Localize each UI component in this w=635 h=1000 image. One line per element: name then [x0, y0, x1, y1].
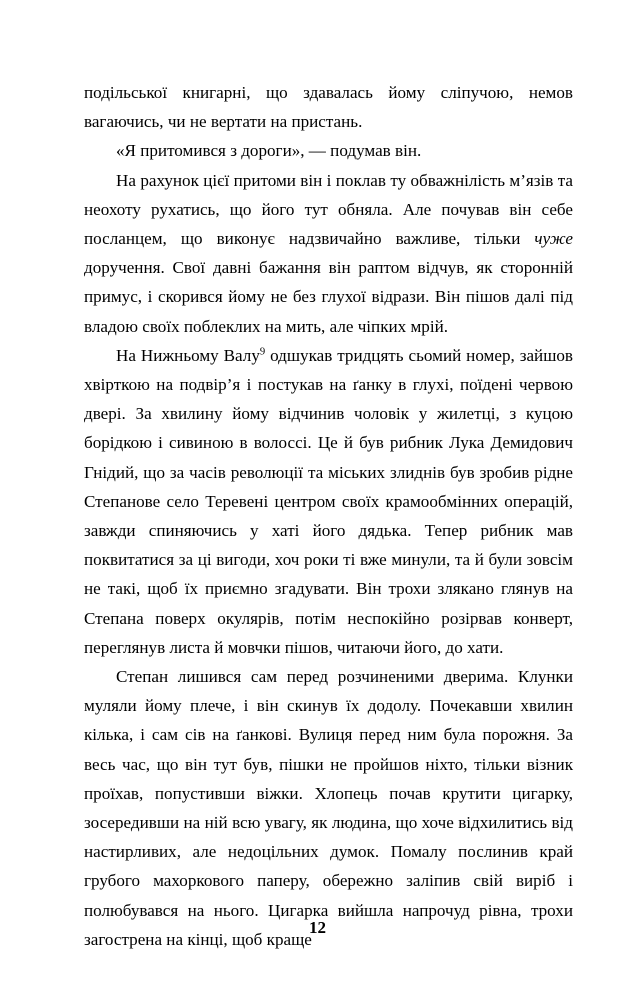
paragraph-3: На рахунок цієї притоми він і поклав ту обважнілість м’язів та неохоту рухатись, що його тут обняла. Але почував він себе посланцем, що виконує надзвичайно важливе, тільки чуже доручення. Свої давні бажання він раптом відчув, як сторонній примус, і скорився йому не без глухої відрази. Він пішов далі під владою своїх поблеклих на мить, але чіпких мрій. — [84, 170, 573, 336]
paragraph-2: «Я притомився з дороги», — подумав він. — [116, 141, 422, 161]
emphasized-word: чуже — [534, 229, 573, 249]
paragraph-4: На Нижньому Валу$^9$ одшукав тридцять сьомий номер, зайшов хвірткою на подвір’я і постукав на ґанку в глухі, поїдені червою двері. За хвилину йому відчинив чоловік у жилетці, з куцою борідкою і сивиною в волоссі. Це й був рибник Лука Демидович Гнідий, що за часів революції та міських злиднів був зробив рідне Степанове село Теревені центром своїх крамообмінних операцій, завжди спиняючись у хаті його дядька. Тепер рибник мав поквитатися за ці вигоди, хоч роки ті вже минули, та й були зовсім не такі, щоб їх приємно згадувати. Він трохи злякано глянув на Степана поверх окулярів, потім неспокійно розірвав конверт, переглянув листа й мовчки пішов, читаючи його, до хати. — [84, 345, 573, 657]
page-body — [84, 78, 573, 954]
paragraph-1: подільської книгарні, що здавалась йому сліпучою, немов вагаючись, чи не вертати на пристань. — [84, 83, 573, 132]
paragraph-5: Степан лишився сам перед розчиненими дверима. Клунки муляли йому плече, і він скинув їх додолу. Почекавши хвилин кілька, і сам сів на ґанкові. Вулиця перед ним була порожня. За весь час, що він тут був, пішки не пройшов ніхто, тільки візник проїхав, попустивши віжки. Хлопець почав крутити цигарку, зосередивши на ній всю увагу, як людина, що хоче відхилитись від настирливих, але недоцільних думок. Помалу послинив край грубого махоркового паперу, обережно заліпив свій виріб і полюбувався на нього. Цигарка вийшла напрочуд рівна, трохи загострена на кінці, щоб краще — [84, 667, 573, 949]
footnote-marker: 9 — [259, 346, 266, 358]
page-number: 12 — [309, 918, 326, 937]
